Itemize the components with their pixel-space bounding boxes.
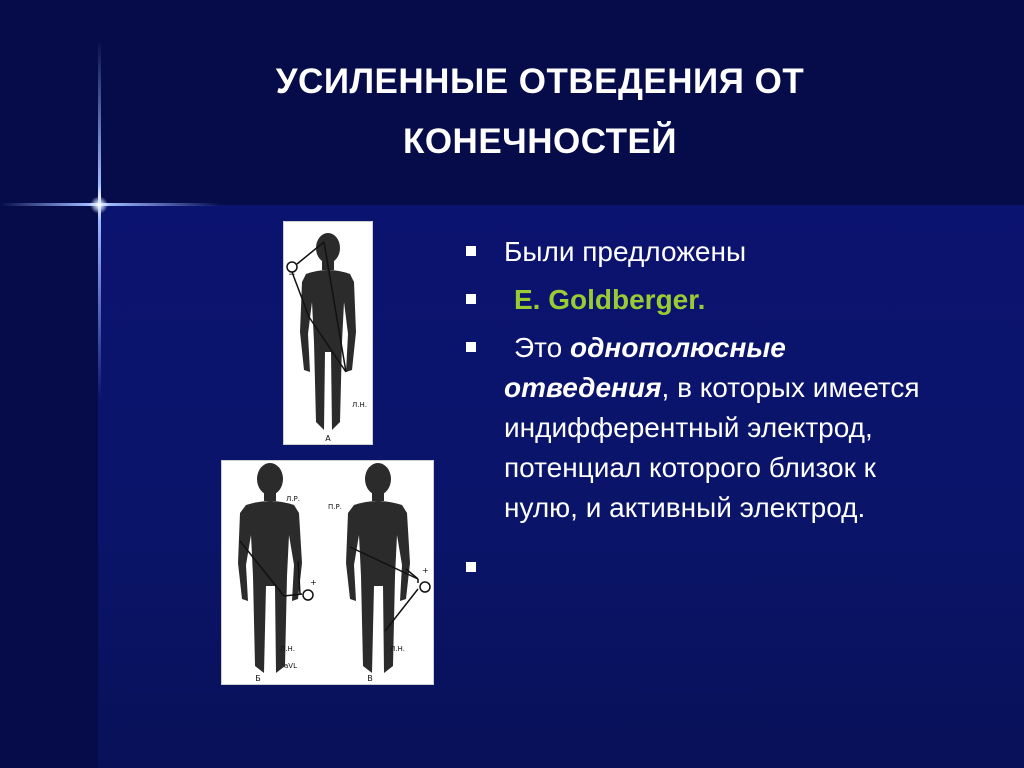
slide-title bbox=[150, 52, 930, 172]
minus-sign: − bbox=[288, 270, 296, 280]
bullet-square-icon bbox=[466, 342, 476, 352]
left-leg-label: Л.Н. bbox=[280, 645, 295, 653]
figure-label-a: А bbox=[325, 434, 331, 443]
right-leg-label: Л.Н. bbox=[390, 645, 405, 653]
bullet-item-empty bbox=[462, 548, 942, 588]
leg-label: Л.Н. bbox=[352, 401, 367, 409]
background-left bbox=[0, 205, 98, 768]
figure-lead-a bbox=[283, 221, 373, 445]
figure-label-b: Б bbox=[255, 674, 261, 683]
slide-title-line2: КОНЕЧНОСТЕЙ bbox=[402, 122, 678, 161]
sparkle-vertical bbox=[98, 40, 101, 400]
bullet-item bbox=[462, 232, 942, 272]
sparkle-icon bbox=[90, 196, 108, 214]
lead-label: aVL bbox=[284, 662, 297, 670]
right-arm-label: П.Р. bbox=[328, 503, 342, 511]
slide-title-line1: УСИЛЕННЫЕ ОТВЕДЕНИЯ ОТ bbox=[275, 62, 805, 101]
plus-sign-left: + bbox=[310, 578, 317, 587]
bullet-item bbox=[462, 280, 942, 320]
sparkle-horizontal bbox=[0, 203, 220, 206]
bullet-item bbox=[462, 328, 942, 528]
bullet-text-emphasis: однополюсные отведения bbox=[504, 332, 786, 403]
plus-sign-right: + bbox=[422, 566, 429, 575]
bullet-text-prefix: Это bbox=[514, 332, 570, 363]
bullet-square-icon bbox=[466, 562, 476, 572]
figure-leads-b-v bbox=[221, 460, 434, 685]
left-arm-label: Л.Р. bbox=[286, 495, 300, 503]
bullet-list bbox=[462, 232, 942, 588]
figure-label-v: В bbox=[367, 674, 373, 683]
bullet-text: Были предложены bbox=[504, 236, 747, 267]
bullet-square-icon bbox=[466, 246, 476, 256]
body-silhouette-icon bbox=[284, 222, 372, 444]
author-name: E. Goldberger. bbox=[514, 284, 706, 315]
bullet-square-icon bbox=[466, 294, 476, 304]
bullet-text-rest: , в которых имеется индифферентный электрод, потенциал которого близок к нулю, и активный электрод. bbox=[504, 372, 920, 523]
body-silhouettes-icon bbox=[222, 461, 433, 684]
